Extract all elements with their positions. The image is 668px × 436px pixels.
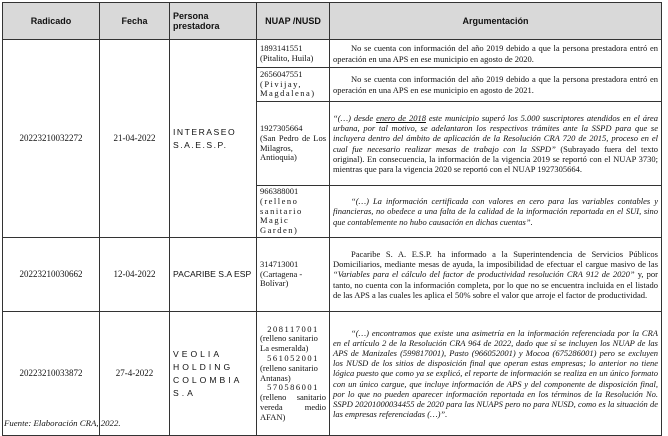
nuap-code: 2656047551 — [260, 68, 303, 79]
nuap-code: 561052001 — [267, 352, 319, 363]
nuap-code: 570586001 — [267, 382, 319, 393]
cell-nuap — [257, 186, 330, 238]
cell-fecha: 12-04-2022 — [100, 238, 170, 312]
nuap-place: (relleno sanitario vereda medio AFAN) — [260, 392, 326, 422]
arg-quote-open: “(…) desde — [333, 113, 377, 124]
cell-nuap — [257, 68, 330, 102]
cell-nuap — [257, 102, 330, 186]
nuap-place: (Pivijay, Magdalena) — [260, 78, 316, 99]
header-radicado: Radicado — [3, 3, 100, 40]
cell-argumentacion: “(…) encontramos que existe una asimetría en la información referenciada por la CRA en el artículo 2 de la Resolución CRA 964 de 2022, dado que sí se incluyen los NUAP de las APS de Manizales (599817001), Pasto (966052001) y Mocoa (675286001) pero se excluyen los NUSD de los sitios de disposición final que operan estas empresas; lo anterior no tiene lógica puesto que como ya se explicó, el reporte de información se realiza en un único formato con un único cargue, que incluye información de APS y del componente de disposición final, por lo que no pueden aparecer información reportada en los términos de la Resolución No. SSPD 20201000034455 de 2020 para las NUAPS pero no para NUSD, como es la situación de las empresas referenciadas (…)”. — [330, 312, 662, 436]
cell-argumentacion — [330, 102, 662, 186]
table-row — [3, 40, 662, 68]
data-table-wrapper — [2, 2, 662, 436]
cell-nuap — [257, 40, 330, 68]
cell-fecha: 21-04-2022 — [100, 40, 170, 238]
nuap-code: 966388001 — [260, 186, 299, 196]
cell-argumentacion: No se cuenta con información del año 2019 debido a que la persona prestadora entró en operación en una APS en ese municipio en agosto de 2020. — [330, 40, 662, 68]
cell-radicado: 20223210030662 — [3, 238, 100, 312]
nuap-place: (San Pedro de Los Milagros, Antioquia) — [260, 132, 326, 163]
cell-fecha: 27-4-2022 — [100, 312, 170, 436]
source-note: Fuente: Elaboración CRA, 2022. — [4, 418, 121, 428]
arg-part-b: “Variables para el cálculo del factor de productividad resolución CRA 912 de 2020” — [333, 269, 638, 280]
table-header-row — [3, 3, 662, 40]
cell-nuap — [257, 238, 330, 312]
cell-argumentacion: “(…) La información certificada con valores en cero para las variables contables y financieras, no obedece a una falta de la calidad de la información reportada en el SUI, sino que contablemente no hubo causación en dichas cuentas”. — [330, 186, 662, 238]
nuap-code: 208117001 — [267, 323, 319, 334]
arg-rest: (Subrayado fuera del texto original). En consecuencia, la información de la vigencia 2019 se reportó con el NUAP 3730; mientras que para la vigencia 2020 se reportó con el NUAP 1927305664. — [333, 143, 658, 174]
cell-persona: VEOLIA HOLDING COLOMBIA S.A — [170, 312, 257, 436]
header-fecha: Fecha — [100, 3, 170, 40]
cell-argumentacion — [330, 238, 662, 312]
arg-part-a: Pacaribe S. A. E.S.P. ha informado a la Superintendencia de Servicios Públicos Domiciliarios, mediante mesas de ayuda, la imposibilidad de efectuar el cargue masivo de las — [333, 249, 658, 270]
cell-nuap — [257, 312, 330, 436]
nuap-place: (Pitalito, Huila) — [260, 52, 314, 63]
nuap-code: 1893141551 — [260, 42, 303, 53]
cell-radicado: 20223210032272 — [3, 40, 100, 238]
header-nuap-nusd: NUAP /NUSD — [257, 3, 330, 40]
cell-persona: INTERASEO S.A.E.S.P. — [170, 40, 257, 238]
cell-persona: PACARIBE S.A ESP — [170, 238, 257, 312]
argumentation-table — [2, 2, 662, 436]
cell-argumentacion: No se cuenta con información del año 2019 debido a que la persona prestadora entró en operación en una APS en ese municipio en agosto de 2021. — [330, 68, 662, 102]
header-persona-prestadora: Persona prestadora — [170, 3, 257, 40]
arg-underlined: enero de 2018 — [376, 113, 426, 124]
table-row — [3, 238, 662, 312]
arg-quote: este municipio superó los 5.000 suscriptores atendidos en el área urbana, por tal motivo, se adelantaron los respectivos trámites ante la SSPD para que se incluyera dentro del ámbito de aplicación de la Resolución CRA 720 de 2015, proceso en el cual fue necesario realizar mesas de trabajo con la SSPD” — [333, 113, 658, 154]
nuap-code: 314713001 — [260, 258, 299, 269]
nuap-code: 1927305664 — [260, 122, 303, 133]
arg-part-c: y, por tanto, no cuenta con la información completa, por lo que no se encuentra incluida en el listado de las APS a las cuales les aplica el 50% sobre el valor que arroje el factor de productividad. — [333, 269, 658, 300]
nuap-place: (relleno sanitario Magic Garden) — [260, 195, 303, 236]
table-row — [3, 312, 662, 436]
header-argumentacion: Argumentación — [330, 3, 662, 40]
nuap-place: (Cartagena - Bolívar) — [260, 268, 303, 289]
nuap-place: (relleno sanitario La esmeralda) — [260, 333, 318, 354]
nuap-place: (relleno sanitario Antanas) — [260, 362, 318, 383]
cell-radicado: 20223210033872 — [3, 312, 100, 436]
